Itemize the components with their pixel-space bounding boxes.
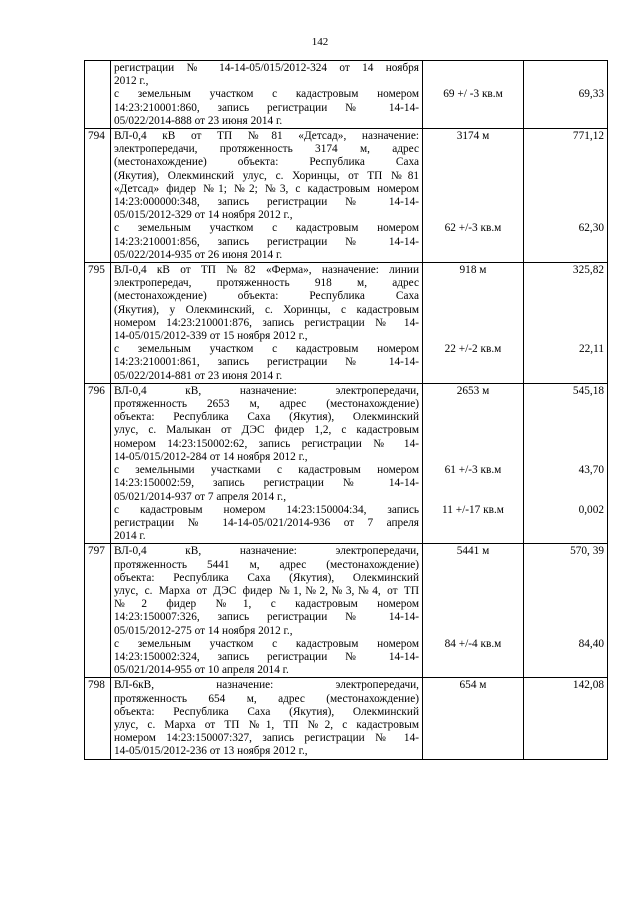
object-description [111, 544, 423, 678]
description-line: объекта: Республика Саха (Якутия), Олекминский [114, 411, 419, 424]
cost-value: 545,18 [572, 384, 604, 397]
description-line: объекта: Республика Саха (Якутия), Олекминский [114, 571, 419, 584]
description-line: 05/021/2014-955 от 10 апреля 2014 г. [114, 664, 289, 677]
description-line: электропередач, протяженность 918 м, адрес [114, 277, 419, 290]
spacer [426, 598, 520, 611]
object-size [423, 383, 524, 543]
description-line: регистрации № 14-14-05/015/2012-324 от 14 ноября [114, 62, 419, 74]
description-line: улус, с. Малыкан от ДЭС фидер 1,2, с кадастровым [114, 424, 419, 437]
description-line: ВЛ-6кВ, назначение: электропередачи, [114, 679, 419, 692]
description-line: 14-05/015/2012-236 от 13 ноября 2012 г., [114, 745, 308, 758]
size-value: 61 +/-3 кв.м [444, 464, 502, 476]
spacer [426, 209, 520, 222]
spacer [426, 304, 520, 317]
spacer [527, 317, 604, 330]
cost-value: 84,40 [578, 637, 604, 650]
spacer [426, 559, 520, 572]
cost-value: 570, 39 [570, 545, 604, 558]
description-line: с кадастровым номером 14:23:150004:34, запись [114, 503, 419, 516]
spacer [527, 411, 604, 424]
object-value [524, 678, 608, 759]
spacer [426, 651, 520, 664]
spacer [527, 304, 604, 317]
description-line: улус, с. Марха от ТП №1, ТП №2, с кадастровым [114, 718, 419, 731]
table-row [85, 129, 608, 263]
object-description [111, 263, 423, 384]
spacer [527, 236, 604, 249]
spacer [527, 598, 604, 611]
description-line: 14-05/015/2012-284 от 14 ноября 2012 г., [114, 450, 308, 463]
cost-value [527, 62, 604, 75]
table-row [85, 383, 608, 543]
spacer [426, 236, 520, 249]
object-size [423, 544, 524, 678]
spacer [426, 517, 520, 530]
spacer [426, 196, 520, 209]
spacer [527, 530, 604, 543]
spacer [527, 585, 604, 598]
table-row [85, 61, 608, 129]
row-number: 797 [85, 544, 111, 678]
description-line: с земельным участком с кадастровым номером [114, 637, 419, 650]
cost-value: 62,30 [578, 222, 604, 235]
description-line: 14:23:210001:860, запись регистрации № 14-14- [114, 101, 419, 114]
registry-table-body [85, 61, 608, 760]
spacer [527, 102, 604, 115]
cost-value: 22,11 [579, 343, 604, 356]
table-row [85, 544, 608, 678]
object-value [524, 61, 608, 129]
spacer [527, 490, 604, 503]
spacer [426, 611, 520, 624]
spacer [527, 732, 604, 745]
description-line: №2 фидер №1, с кадастровым номером [114, 598, 419, 611]
description-line: ВЛ-0,4 кВ от ТП №81 «Детсад», назначение: [114, 130, 419, 143]
spacer [426, 170, 520, 183]
description-line: номером 14:23:150002:62, запись регистрации № 14- [114, 437, 419, 450]
description-line: с земельным участком с кадастровым номером [114, 88, 419, 101]
spacer [426, 572, 520, 585]
spacer [527, 559, 604, 572]
spacer [527, 249, 604, 262]
object-description [111, 678, 423, 759]
spacer [426, 490, 520, 503]
spacer [527, 209, 604, 222]
size-value: 84 +/-4 кв.м [444, 637, 502, 650]
registry-table [84, 60, 608, 760]
object-size [423, 61, 524, 129]
description-line: 05/021/2014-937 от 7 апреля 2014 г., [114, 490, 287, 503]
size-value: 2653 м [456, 384, 490, 397]
description-line: 2014 г. [114, 530, 146, 543]
spacer [527, 290, 604, 303]
row-number [85, 61, 111, 129]
description-line: 05/015/2012-329 от 14 ноября 2012 г., [114, 209, 293, 222]
spacer [426, 75, 520, 88]
description-line: (Якутия), Олекминский улус, с. Хоринцы, от ТП №81 [114, 169, 419, 182]
spacer [426, 330, 520, 343]
description-line: 05/022/2014-888 от 23 июня 2014 г. [114, 114, 283, 127]
object-size [423, 263, 524, 384]
description-line: 05/022/2014-881 от 23 июня 2014 г. [114, 369, 283, 382]
spacer [527, 156, 604, 169]
cost-value: 0,002 [578, 503, 604, 516]
spacer [426, 585, 520, 598]
size-value: 62 +/-3 кв.м [444, 222, 502, 235]
object-value [524, 544, 608, 678]
description-line: 14-05/015/2012-339 от 15 ноября 2012 г., [114, 330, 308, 343]
description-line: ВЛ-0,4 кВ, назначение: электропередачи, [114, 545, 419, 558]
description-line: улус, с. Марха от ДЭС фидер №1,№2,№3,№4, от ТП [114, 584, 419, 597]
spacer [426, 706, 520, 719]
cost-value: 325,82 [572, 264, 604, 277]
spacer [426, 356, 520, 369]
spacer [527, 277, 604, 290]
description-line: объекта: Республика Саха (Якутия), Олекминский [114, 705, 419, 718]
spacer [527, 196, 604, 209]
row-number: 795 [85, 263, 111, 384]
spacer [426, 115, 520, 128]
spacer [426, 664, 520, 677]
page-number: 142 [311, 36, 329, 48]
cost-value: 69,33 [578, 88, 604, 101]
description-line: 14:23:150007:326, запись регистрации № 14-14- [114, 611, 419, 624]
spacer [426, 624, 520, 637]
description-line: 05/022/2014-935 от 26 июня 2014 г. [114, 248, 283, 261]
spacer [426, 183, 520, 196]
description-line: с земельным участком с кадастровым номером [114, 343, 419, 356]
spacer [527, 706, 604, 719]
size-value [426, 62, 520, 75]
spacer [426, 719, 520, 732]
row-number: 798 [85, 678, 111, 759]
spacer [527, 719, 604, 732]
spacer [527, 517, 604, 530]
spacer [527, 451, 604, 464]
spacer [527, 370, 604, 383]
size-value: 5441 м [456, 545, 490, 558]
spacer [426, 290, 520, 303]
size-value: 3174 м [456, 130, 490, 143]
object-size [423, 678, 524, 759]
spacer [426, 249, 520, 262]
spacer [426, 277, 520, 290]
size-value: 918 м [459, 264, 487, 277]
object-description [111, 129, 423, 263]
spacer [527, 115, 604, 128]
spacer [426, 745, 520, 758]
object-size [423, 129, 524, 263]
spacer [527, 611, 604, 624]
object-description [111, 383, 423, 543]
spacer [527, 624, 604, 637]
spacer [426, 411, 520, 424]
spacer [426, 451, 520, 464]
spacer [527, 183, 604, 196]
spacer [527, 424, 604, 437]
object-value [524, 263, 608, 384]
spacer [426, 156, 520, 169]
spacer [426, 530, 520, 543]
spacer [426, 424, 520, 437]
description-line: (местонахождение) объекта: Республика Саха [114, 290, 419, 303]
description-line: (Якутия), у Олекминский, с. Хоринцы, с кадастровым [114, 303, 419, 316]
spacer [527, 693, 604, 706]
description-line: 14:23:210001:856, запись регистрации № 14-14- [114, 235, 419, 248]
spacer [527, 330, 604, 343]
spacer [527, 477, 604, 490]
object-description [111, 61, 423, 129]
description-line: 14:23:150002:59, запись регистрации № 14-14- [114, 477, 419, 490]
spacer [527, 745, 604, 758]
description-line: электропередачи, протяженность 3174 м, адрес [114, 143, 419, 156]
spacer [527, 664, 604, 677]
description-line: с земельным участком с кадастровым номером [114, 222, 419, 235]
description-line: протяженность 654 м, адрес (местонахождение) [114, 692, 419, 705]
description-line: ВЛ-0,4 кВ от ТП №82 «Ферма», назначение: линии [114, 264, 419, 277]
size-value: 22 +/-2 кв.м [444, 343, 502, 356]
description-line: 05/015/2012-275 от 14 ноября 2012 г., [114, 624, 293, 637]
row-number: 794 [85, 129, 111, 263]
description-line: 14:23:150002:324, запись регистрации № 14-14- [114, 650, 419, 663]
description-line: с земельными участками с кадастровым номером [114, 464, 419, 477]
description-line: «Детсад» фидер №1; №2; №3, с кадастровым номером [114, 182, 419, 195]
row-number: 796 [85, 383, 111, 543]
spacer [527, 651, 604, 664]
cost-value: 771,12 [572, 130, 604, 143]
spacer [426, 102, 520, 115]
spacer [527, 398, 604, 411]
spacer [426, 438, 520, 451]
cost-value: 142,08 [572, 679, 604, 692]
description-line: (местонахождение) объекта: Республика Саха [114, 156, 419, 169]
spacer [527, 170, 604, 183]
spacer [426, 370, 520, 383]
spacer [426, 398, 520, 411]
cost-value: 43,70 [578, 464, 604, 476]
spacer [527, 438, 604, 451]
size-value: 11 +/-17 кв.м [442, 503, 504, 516]
object-value [524, 129, 608, 263]
spacer [527, 356, 604, 369]
size-value: 69 +/ -3 кв.м [443, 88, 503, 101]
description-line: номером 14:23:150007:327, запись регистрации № 14- [114, 732, 419, 745]
description-line: регистрации № 14-14-05/021/2014-936 от 7 апреля [114, 516, 419, 529]
spacer [426, 693, 520, 706]
spacer [426, 477, 520, 490]
description-line: протяженность 2653 м, адрес (местонахождение) [114, 398, 419, 411]
table-row [85, 678, 608, 759]
description-line: 2012 г., [114, 75, 149, 88]
spacer [527, 572, 604, 585]
description-line: протяженность 5441 м, адрес (местонахождение) [114, 558, 419, 571]
description-line: 14:23:210001:861, запись регистрации № 14-14- [114, 356, 419, 369]
table-row [85, 263, 608, 384]
size-value: 654 м [459, 679, 487, 692]
description-line: ВЛ-0,4 кВ, назначение: электропередачи, [114, 384, 419, 397]
description-line: 14:23:000000:348, запись регистрации № 14-14- [114, 196, 419, 209]
spacer [426, 317, 520, 330]
spacer [527, 75, 604, 88]
spacer [426, 732, 520, 745]
spacer [527, 143, 604, 156]
description-line: номером 14:23:210001:876, запись регистрации № 14- [114, 316, 419, 329]
object-value [524, 383, 608, 543]
spacer [426, 143, 520, 156]
